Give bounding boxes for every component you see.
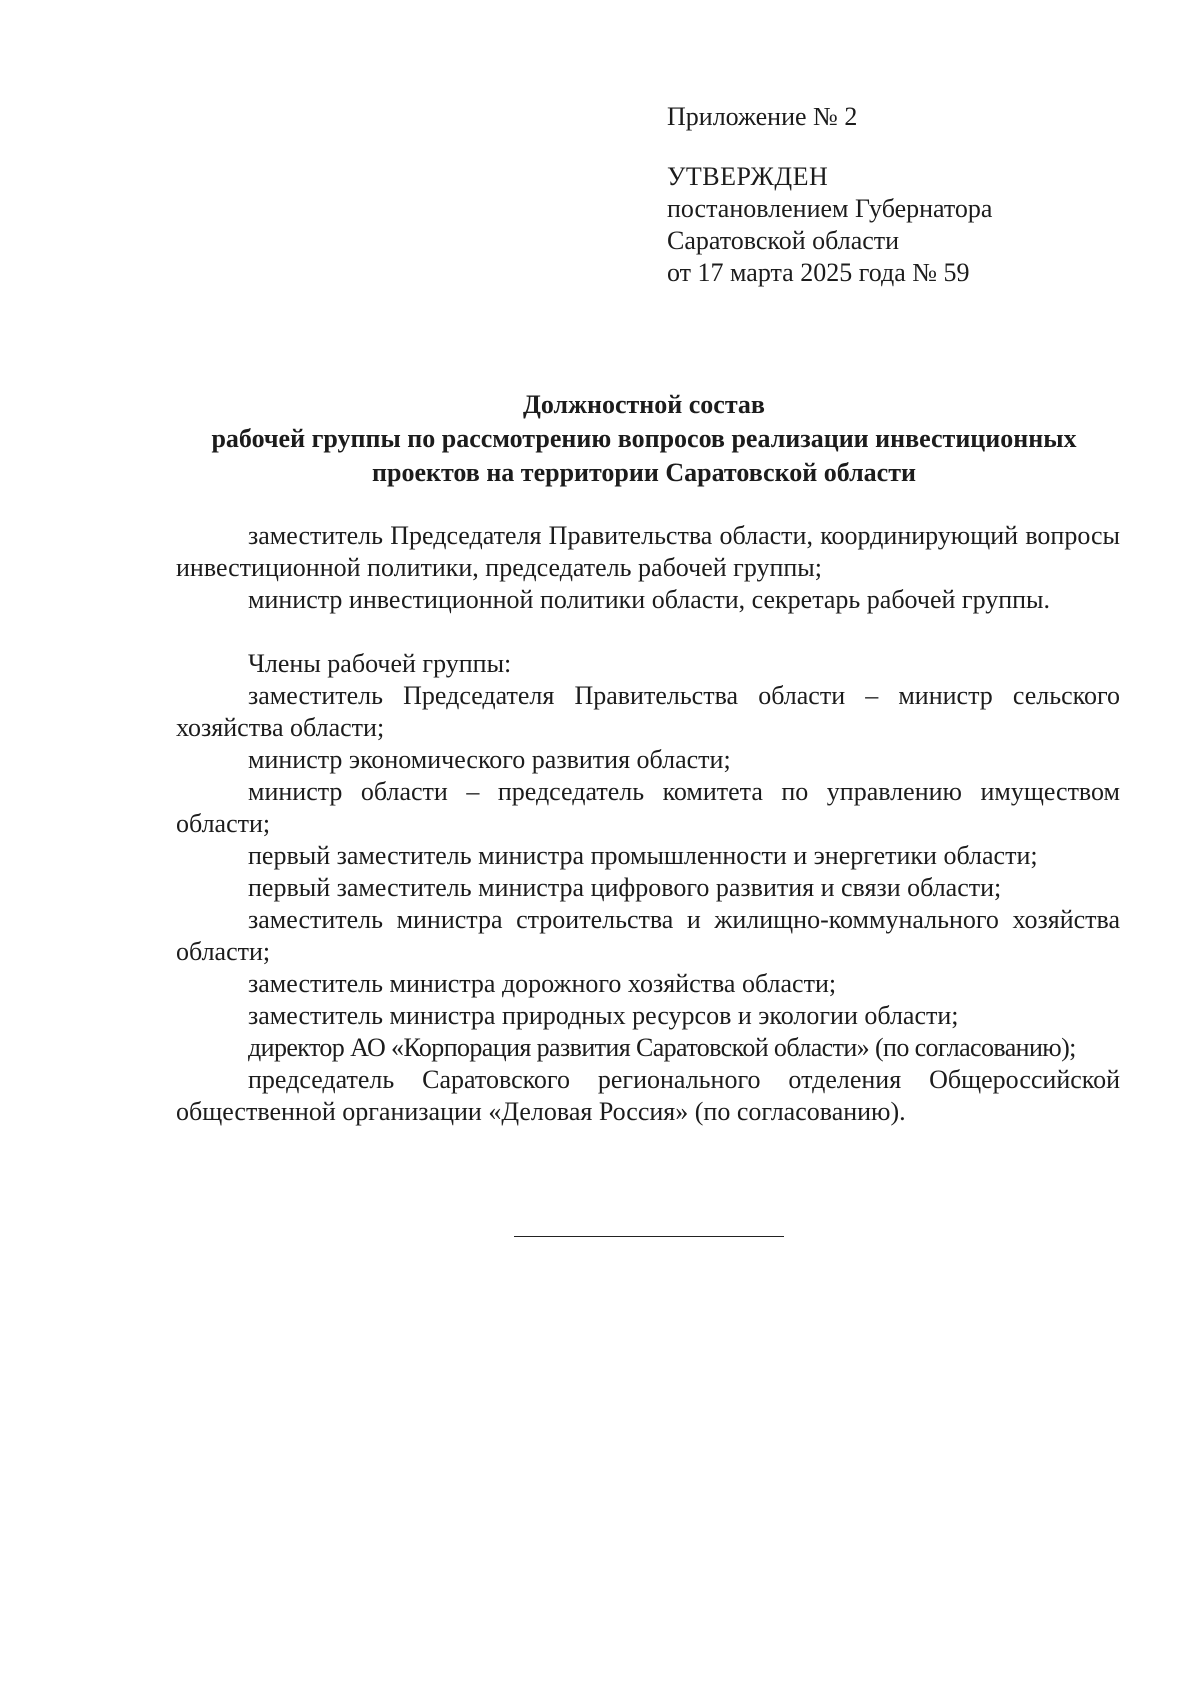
member-item: первый заместитель министра промышленности и энергетики области; bbox=[248, 841, 1038, 870]
member-item: заместитель министра дорожного хозяйства области; bbox=[248, 969, 837, 998]
leadership-item: министр инвестиционной политики области, секретарь рабочей группы. bbox=[248, 585, 1051, 614]
approval-line-3: от 17 марта 2025 года № 59 bbox=[667, 258, 970, 287]
leadership-item: заместитель Председателя Правительства области, координирующий вопросы инвестиционной политики, председатель рабочей группы; bbox=[176, 521, 1120, 582]
member-item: первый заместитель министра цифрового развития и связи области; bbox=[248, 873, 1002, 902]
member-item: заместитель министра природных ресурсов и экологии области; bbox=[248, 1001, 959, 1030]
member-item: председатель Саратовского регионального отделения Общероссийской общественной организации «Деловая Россия» (по согласованию). bbox=[176, 1065, 1120, 1126]
approval-block bbox=[667, 101, 1147, 289]
closing-rule bbox=[514, 1236, 784, 1237]
appendix-label: Приложение № 2 bbox=[667, 102, 858, 131]
member-item: заместитель Председателя Правительства области – министр сельского хозяйства области; bbox=[176, 681, 1120, 742]
member-item: министр области – председатель комитета по управлению имуществом области; bbox=[176, 777, 1120, 838]
members-heading: Члены рабочей группы: bbox=[248, 649, 512, 678]
approved-stamp-text: УТВЕРЖДЕН bbox=[667, 162, 829, 191]
title-line-3: проектов на территории Саратовской области bbox=[372, 458, 916, 487]
member-item: директор АО «Корпорация развития Саратовской области» (по согласованию); bbox=[248, 1033, 1076, 1062]
approval-line-2: Саратовской области bbox=[667, 226, 900, 255]
approval-line-1: постановлением Губернатора bbox=[667, 194, 993, 223]
title-line-1: Должностной состав bbox=[523, 390, 765, 419]
member-item: министр экономического развития области; bbox=[248, 745, 731, 774]
title-line-2: рабочей группы по рассмотрению вопросов реализации инвестиционных bbox=[211, 424, 1077, 453]
document-title bbox=[170, 388, 1118, 490]
member-item: заместитель министра строительства и жилищно-коммунального хозяйства области; bbox=[176, 905, 1120, 966]
document-body bbox=[176, 520, 1120, 1128]
